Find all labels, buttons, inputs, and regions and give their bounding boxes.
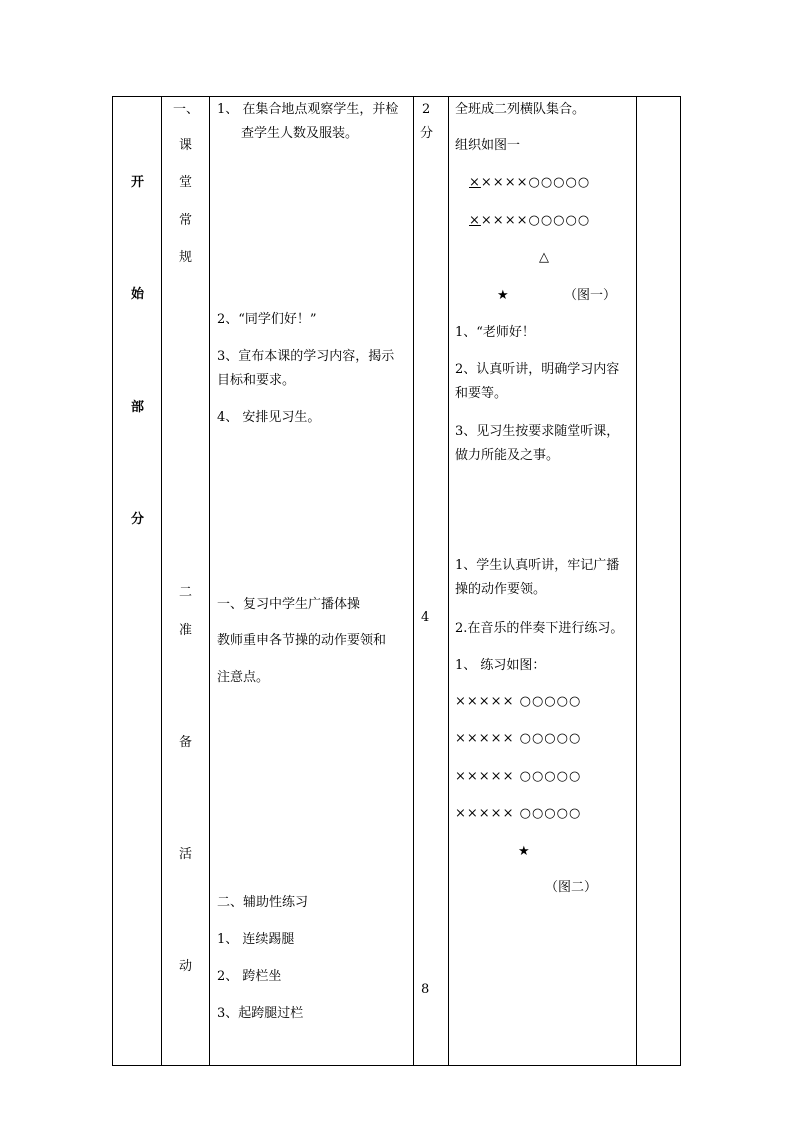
formation-marker: × bbox=[469, 175, 481, 190]
org-text: 做力所能及之事。 bbox=[455, 448, 560, 463]
routine-label-char: 规 bbox=[179, 250, 193, 265]
routine-item-1-cont: 查学生人数及服装。 bbox=[241, 126, 359, 141]
routine-item-3: 3、宣布本课的学习内容，揭示 bbox=[217, 349, 395, 364]
warmup-label-char: 二 bbox=[179, 585, 193, 600]
figure-caption: （图一） bbox=[564, 288, 617, 303]
formation-row: ××××× ○○○○○ bbox=[455, 694, 582, 709]
section-label-char: 部 bbox=[131, 400, 145, 415]
section-label-char: 开 bbox=[131, 175, 145, 190]
org-text: 和要等。 bbox=[455, 386, 508, 401]
section-label-char: 分 bbox=[131, 512, 145, 527]
column-divider bbox=[448, 96, 449, 1066]
formation-rest: ××××○○○○○ bbox=[480, 213, 591, 228]
routine-item-4: 4、 安排见习生。 bbox=[217, 410, 321, 425]
routine-label-char: 课 bbox=[179, 138, 193, 153]
org-text: 2.在音乐的伴奏下进行练习。 bbox=[455, 621, 624, 636]
warmup-label-char: 备 bbox=[179, 735, 193, 750]
lesson-table bbox=[112, 96, 681, 1066]
org-text: 1、“老师好！ bbox=[455, 325, 535, 340]
warmup-part-1-title: 一、复习中学生广播体操 bbox=[217, 597, 361, 612]
org-text: 组织如图一 bbox=[455, 138, 521, 153]
org-text: 2、认真听讲，明确学习内容 bbox=[455, 362, 620, 377]
column-divider bbox=[636, 96, 637, 1066]
warmup-exercise-3: 3、起跨腿过栏 bbox=[217, 1006, 304, 1021]
routine-item-2: 2、“同学们好！” bbox=[217, 312, 317, 327]
star-icon: ★ bbox=[497, 288, 509, 303]
routine-item-1: 1、 在集合地点观察学生，并检 bbox=[217, 102, 399, 117]
routine-label-char: 常 bbox=[179, 213, 193, 228]
column-divider bbox=[413, 96, 414, 1066]
warmup-part-1-text-cont: 注意点。 bbox=[217, 670, 270, 685]
formation-row bbox=[469, 175, 590, 191]
star-icon: ★ bbox=[518, 844, 530, 859]
org-text: 操的动作要领。 bbox=[455, 582, 547, 597]
formation-row bbox=[469, 213, 590, 229]
org-text: 全班成二列横队集合。 bbox=[455, 102, 586, 117]
routine-label-char: 堂 bbox=[179, 175, 193, 190]
org-text: 3、见习生按要求随堂听课， bbox=[455, 424, 620, 439]
formation-row: ××××× ○○○○○ bbox=[455, 769, 582, 784]
column-divider bbox=[161, 96, 162, 1066]
formation-rest: ××××○○○○○ bbox=[480, 175, 591, 190]
routine-item-3-cont: 目标和要求。 bbox=[217, 373, 296, 388]
warmup-label-char: 动 bbox=[179, 959, 193, 974]
formation-marker: × bbox=[469, 213, 481, 228]
warmup-exercise-1: 1、 连续踢腿 bbox=[217, 932, 295, 947]
formation-row: ××××× ○○○○○ bbox=[455, 806, 582, 821]
warmup-time-1: 4 bbox=[421, 610, 430, 625]
warmup-label-char: 活 bbox=[179, 847, 193, 862]
routine-label-char: 一、 bbox=[173, 102, 200, 117]
warmup-time-2: 8 bbox=[421, 982, 430, 997]
warmup-part-2-title: 二、辅助性练习 bbox=[217, 895, 309, 910]
org-text: 1、学生认真听讲，牢记广播 bbox=[455, 558, 620, 573]
section-label-char: 始 bbox=[131, 287, 145, 302]
formation-row: ××××× ○○○○○ bbox=[455, 731, 582, 746]
routine-time: 2 bbox=[422, 102, 431, 117]
warmup-label-char: 准 bbox=[179, 623, 193, 638]
column-divider bbox=[209, 96, 210, 1066]
figure-caption: （图二） bbox=[545, 880, 598, 895]
warmup-exercise-2: 2、 跨栏坐 bbox=[217, 969, 282, 984]
org-text: 1、 练习如图： bbox=[455, 658, 546, 673]
warmup-part-1-text: 教师重申各节操的动作要领和 bbox=[217, 633, 387, 648]
routine-time-unit: 分 bbox=[420, 126, 434, 141]
teacher-triangle-icon: △ bbox=[539, 250, 549, 265]
